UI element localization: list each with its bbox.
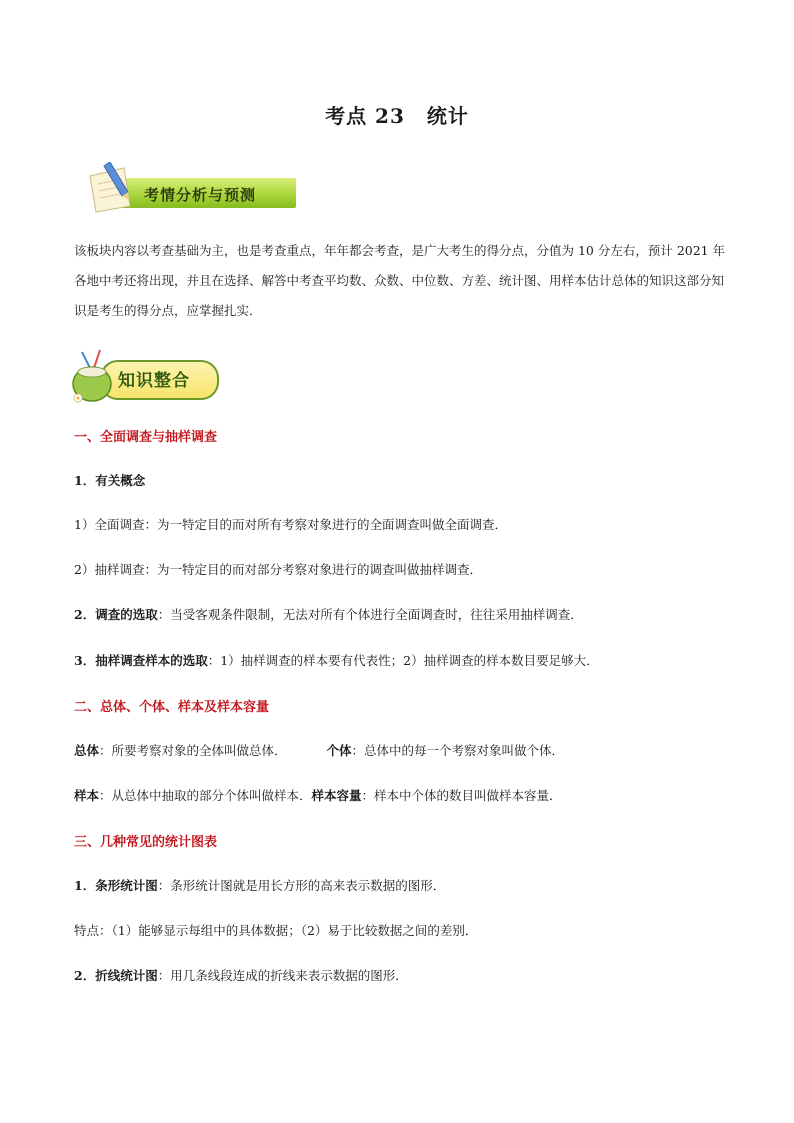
s1-item-1b: 2）抽样调查：为一特定目的而对部分考察对象进行的调查叫做抽样调查． [74, 562, 482, 577]
s3-item-2-text: ：用几条线段连成的折线来表示数据的图形． [157, 968, 408, 983]
s3-item-1 [74, 876, 445, 894]
s2-population-label: 总体 [74, 743, 100, 758]
s3-item-2-label: 2．折线统计图 [74, 968, 158, 983]
knowledge-banner [70, 348, 220, 406]
section-1-heading: 一、全面调查与抽样调查 [74, 430, 218, 445]
analysis-banner-label: 考情分析与预测 [144, 186, 257, 204]
knowledge-banner-label: 知识整合 [118, 371, 190, 391]
s2-population-text: ：所要考察对象的全体叫做总体． [99, 743, 287, 758]
s2-line-2 [74, 786, 562, 804]
s2-individual-label: 个体 [326, 743, 352, 758]
analysis-banner [84, 162, 299, 212]
s1-item-2-label: 2．调查的选取 [74, 607, 158, 622]
s2-sample-label: 样本 [74, 788, 100, 803]
title-topic-number: 考点 23 [325, 104, 405, 128]
s2-line-1 [74, 741, 564, 759]
s3-item-1-label: 1．条形统计图 [74, 878, 158, 893]
page-title [0, 100, 794, 129]
title-topic-name: 统计 [426, 104, 469, 128]
s3-item-1-features: 特点：（1）能够显示每组中的具体数据；（2）易于比较数据之间的差别． [74, 923, 478, 938]
s1-item-2 [74, 605, 583, 623]
pencil-paper-icon [84, 162, 144, 214]
s2-sample-size-text: ：样本中个体的数目叫做样本容量． [361, 788, 562, 803]
s3-item-2 [74, 966, 408, 984]
s1-item-3-text: ：1）抽样调查的样本要有代表性；2）抽样调查的样本数目要足够大． [207, 653, 599, 668]
s3-item-1-text: ：条形统计图就是用长方形的高来表示数据的图形． [157, 878, 446, 893]
s2-sample-text: ：从总体中抽取的部分个体叫做样本． [99, 788, 312, 803]
coconut-drink-icon [70, 348, 120, 406]
section-3-heading: 三、几种常见的统计图表 [74, 835, 218, 850]
s1-item-1-title: 1．有关概念 [74, 473, 146, 488]
s1-item-3 [74, 651, 599, 669]
s1-item-2-text: ：当受客观条件限制，无法对所有个体进行全面调查时，往往采用抽样调查． [157, 607, 583, 622]
s1-item-1a: 1）全面调查：为一特定目的而对所有考察对象进行的全面调查叫做全面调查． [74, 517, 507, 532]
section-2-heading: 二、总体、个体、样本及样本容量 [74, 700, 270, 715]
s2-sample-size-label: 样本容量 [311, 788, 362, 803]
s2-individual-text: ：总体中的每一个考察对象叫做个体． [351, 743, 565, 758]
intro-paragraph: 该板块内容以考查基础为主，也是考查重点，年年都会考查，是广大考生的得分点，分值为 10 分左右，预计 2021 年各地中考还将出现，并且在选择、解答中考查平均数、众数、中位数、方差、统计图、用样本估计总体的知识这部分知识是考生的得分点，应掌握扎实． [74, 243, 726, 318]
s1-item-3-label: 3．抽样调查样本的选取 [74, 653, 208, 668]
